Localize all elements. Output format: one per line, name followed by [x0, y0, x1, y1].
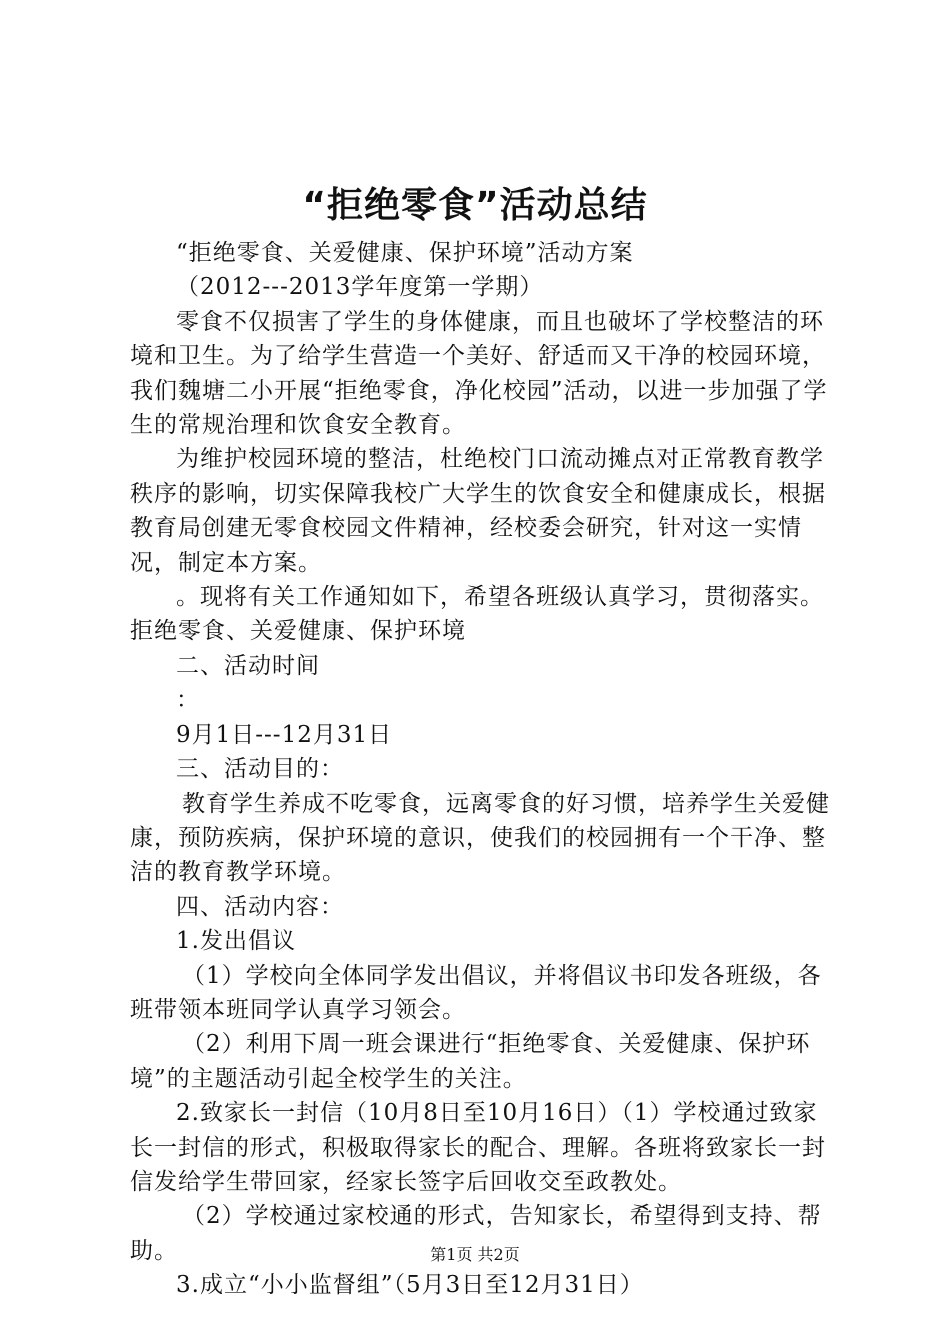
paragraph-semester: （2012---2013学年度第一学期）	[176, 274, 544, 301]
heading-activity-content: 四、活动内容：	[176, 893, 344, 920]
paragraph-purpose: 为维护校园环境的整洁，杜绝校门口流动摊点对正常教育教学秩序的影响，切实保障我校广大学生的饮食安全和健康成长，根据教育局创建无零食校园文件精神，经校委会研究，针对这一实情况，制定本方案。	[130, 446, 826, 576]
paragraph-intro: 零食不仅损害了学生的身体健康，而且也破坏了学校整洁的环境和卫生。为了给学生营造一个美好、舒适而又干净的校园环境，我们魏塘二小开展“拒绝零食，净化校园”活动，以进一步加强了学生的常规治理和饮食安全教育。	[130, 308, 828, 439]
paragraph-plan-title: “拒绝零食、关爱健康、保护环境”活动方案	[176, 240, 634, 266]
page-footer: 第1页 共2页	[430, 1245, 520, 1264]
paragraph-goal: 教育学生养成不吃零食，远离零食的好习惯，培养学生关爱健康，预防疾病，保护环境的意识，使我们的校园拥有一个干净、整洁的教育教学环境。	[130, 790, 830, 886]
paragraph-date-range: 9月1日---12月31日	[176, 721, 393, 748]
paragraph-notice: 。现将有关工作通知如下，希望各班级认真学习，贯彻落实。拒绝零食、关爱健康、保护环境	[130, 584, 824, 645]
document-title: “拒绝零食”活动总结	[302, 185, 648, 226]
document-body	[130, 236, 830, 1303]
paragraph-initiative-2: （2）利用下周一班会课进行“拒绝零食、关爱健康、保护环境”的主题活动引起全校学生的关注。	[130, 1031, 811, 1092]
heading-initiative: 1.发出倡议	[176, 928, 296, 955]
heading-activity-goal: 三、活动目的：	[176, 756, 344, 783]
paragraph-initiative-1: （1）学校向全体同学发出倡议，并将倡议书印发各班级，各班带领本班同学认真学习领会。	[130, 962, 822, 1023]
heading-activity-time: 二、活动时间	[176, 652, 320, 679]
paragraph-letter-2: （2）学校通过家校通的形式，告知家长，希望得到支持、帮助。	[130, 1203, 822, 1264]
paragraph-colon: ：	[176, 687, 200, 714]
paragraph-letter-1: 2.致家长一封信（10月8日至10月16日）（1）学校通过致家长一封信的形式，积极取得家长的配合、理解。各班将致家长一封信发给学生带回家，经家长签字后回收交至政教处。	[130, 1100, 826, 1195]
heading-supervision-group: 3.成立“小小监督组”（5月3日至12月31日）	[176, 1272, 644, 1299]
